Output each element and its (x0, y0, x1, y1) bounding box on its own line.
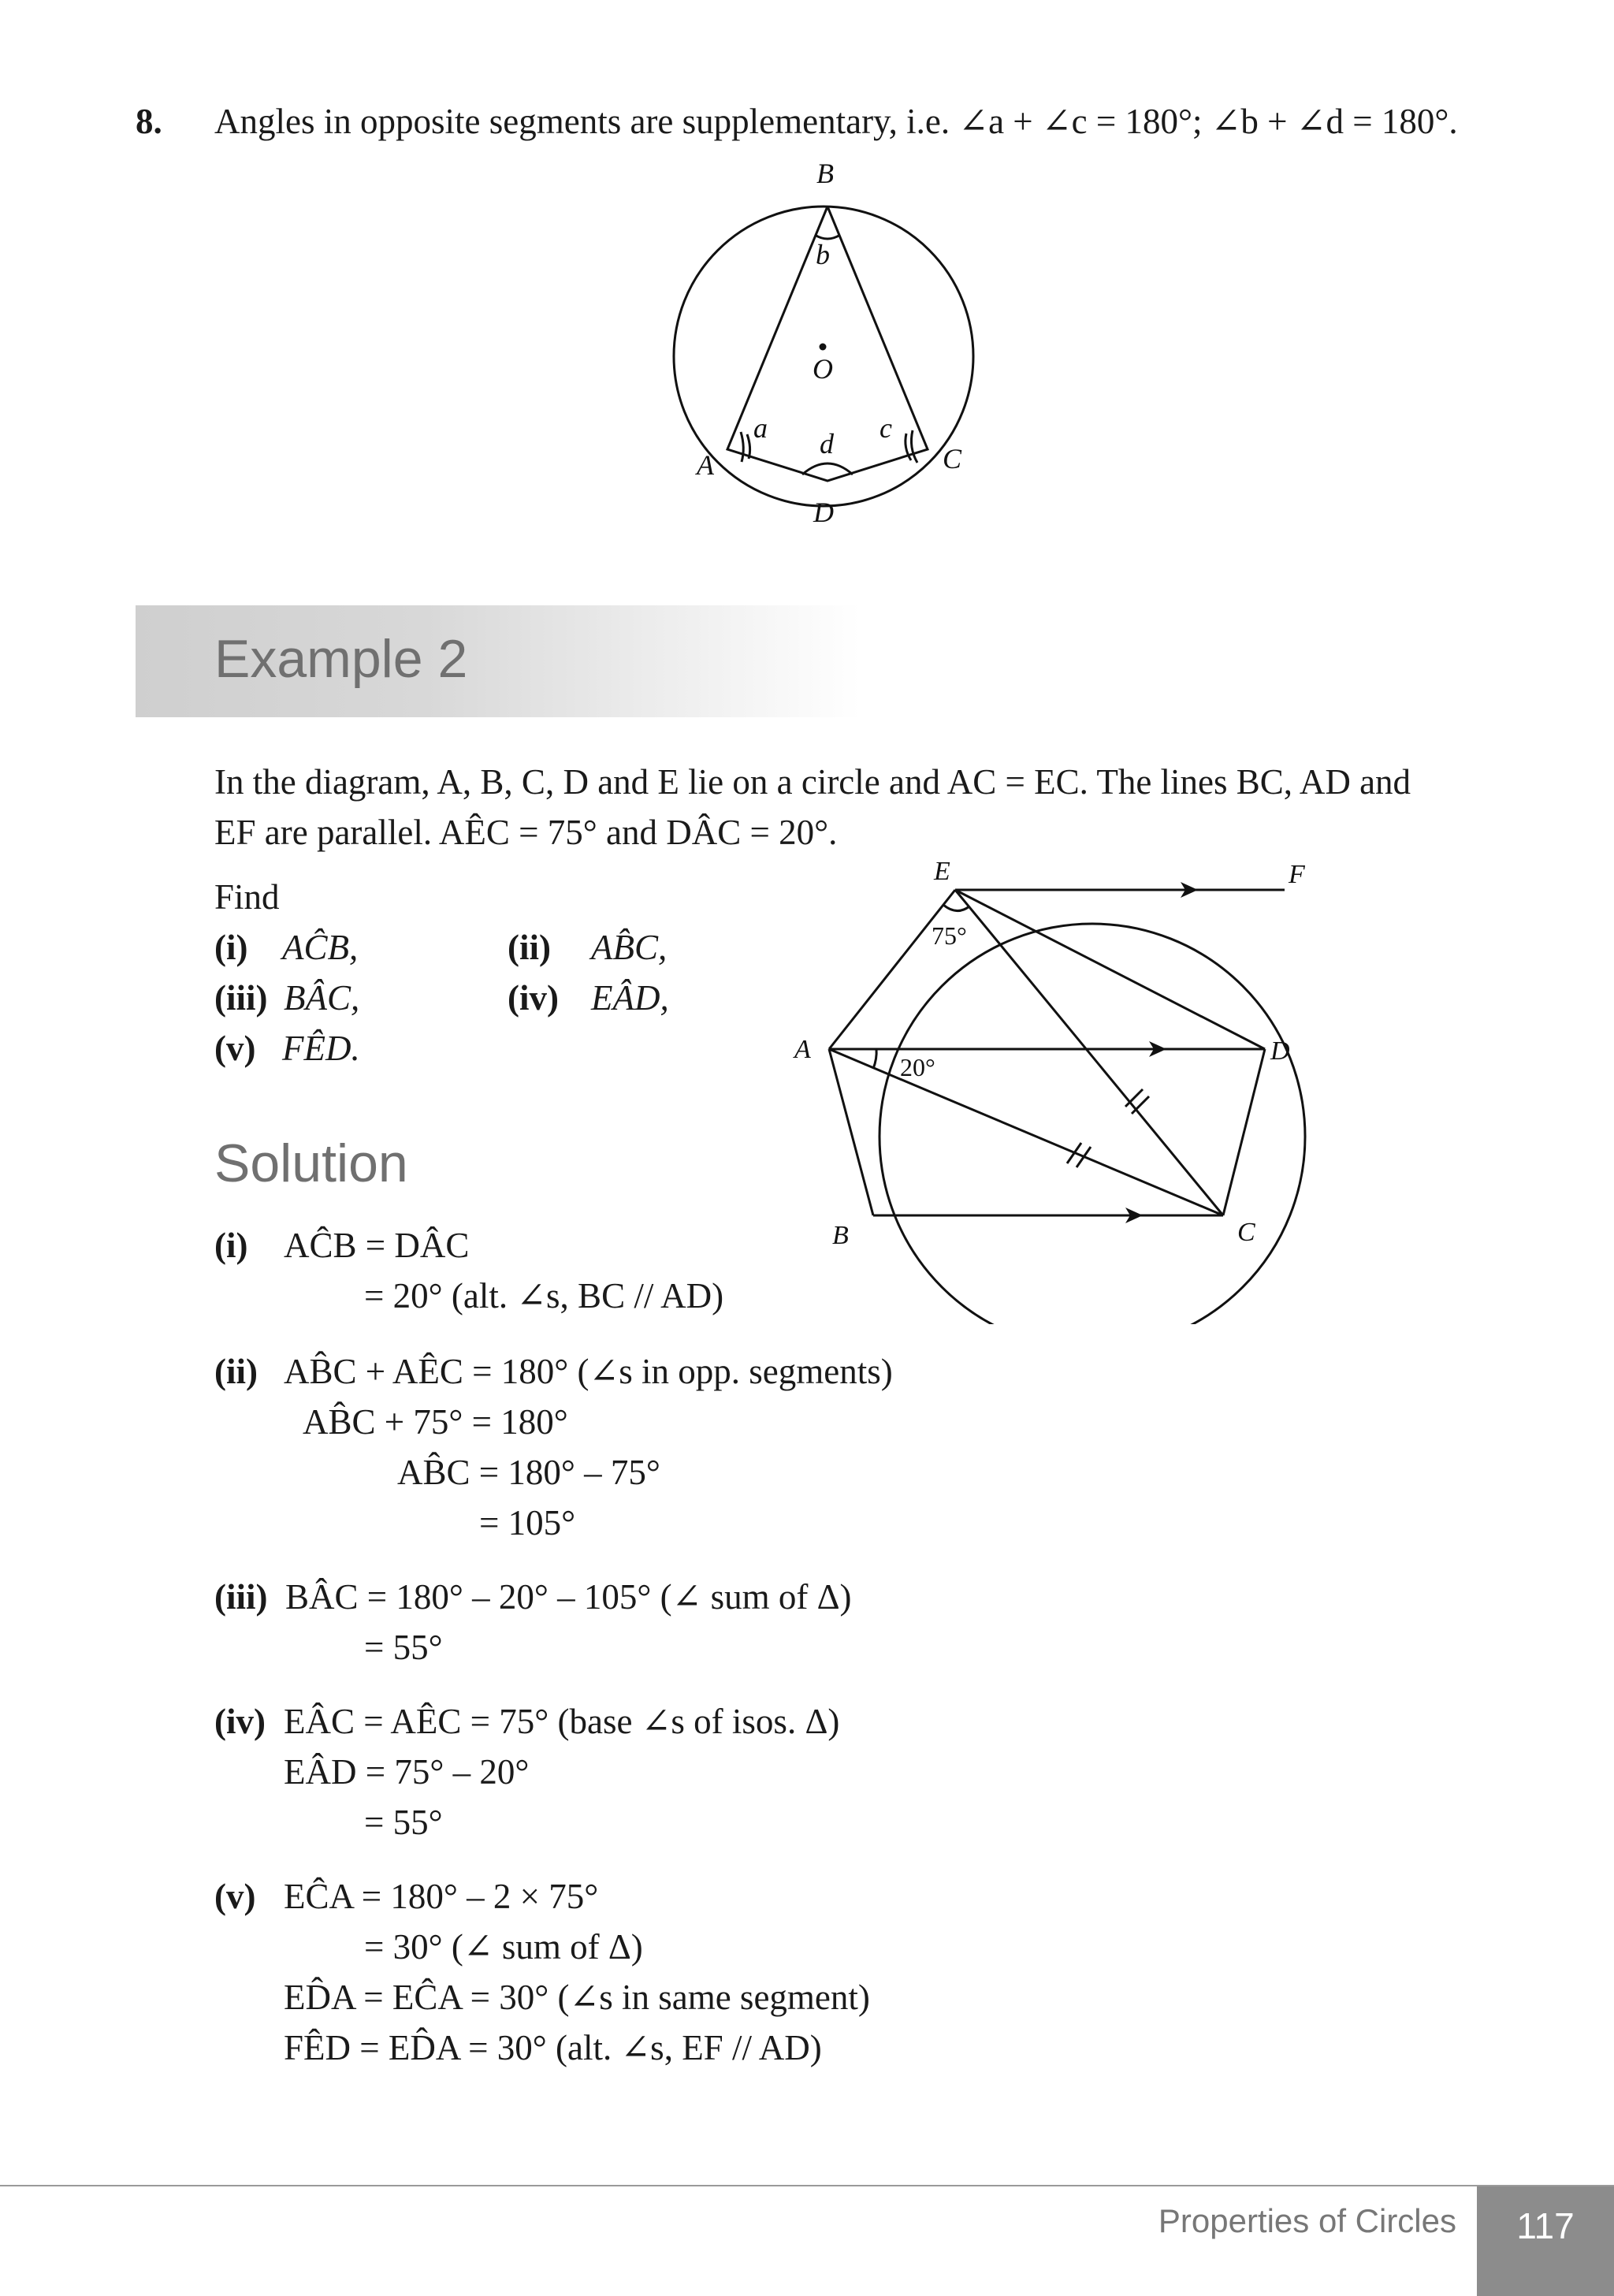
page-number: 117 (1477, 2186, 1614, 2296)
example-intro-line1: In the diagram, A, B, C, D and E lie on a circle and AC = EC. The lines BC, AD and (214, 762, 1411, 802)
angle-c-arc2 (911, 430, 917, 463)
label-C: C (1237, 1218, 1255, 1247)
solution-i-num: (i) (214, 1226, 248, 1265)
solution-ii-line4: = 105° (479, 1503, 576, 1542)
solution-iii-line1: BÂC = 180° – 20° – 105° (∠ sum of Δ) (285, 1577, 852, 1617)
example-title: Example 2 (214, 629, 468, 689)
solution-ii-line1: AB̂C + AÊC = 180° (∠s in opp. segments) (284, 1352, 893, 1391)
label-a: a (753, 412, 768, 444)
label-E: E (934, 857, 950, 886)
solution-iv-line1: EÂC = AÊC = 75° (base ∠s of isos. Δ) (284, 1702, 840, 1741)
cyclic-quadrilateral-diagram (646, 150, 977, 544)
label-D: D (813, 497, 834, 528)
label-c: c (880, 412, 892, 444)
label-D: D (1270, 1036, 1290, 1066)
solution-i-line1: AĈB = DÂC (284, 1226, 470, 1265)
find-label: Find (214, 877, 280, 917)
solution-v-line4: FÊD = ED̂A = 30° (alt. ∠s, EF // AD) (284, 2028, 822, 2067)
question-4-text: EÂD, (591, 978, 669, 1018)
solution-title: Solution (214, 1133, 408, 1193)
angle-20-label: 20° (900, 1053, 935, 1081)
solution-iii-num: (iii) (214, 1577, 268, 1617)
label-F: F (1289, 860, 1305, 889)
example-intro-line2: EF are parallel. AÊC = 75° and DÂC = 20°. (214, 813, 838, 852)
solution-v-line2: = 30° (∠ sum of Δ) (364, 1927, 643, 1967)
label-B: B (832, 1221, 849, 1250)
circle-parallel-lines-diagram (772, 851, 1324, 1324)
line-AC (829, 1049, 1223, 1215)
solution-i-line2: = 20° (alt. ∠s, BC // AD) (364, 1276, 724, 1315)
angle-d-arc (802, 463, 853, 474)
center-point (820, 344, 827, 351)
item-number: 8. (136, 102, 162, 141)
label-b: b (816, 239, 830, 270)
label-A: A (794, 1035, 811, 1064)
line-AB (829, 1049, 873, 1215)
angle-20-arc (873, 1049, 876, 1069)
question-5-text: FÊD. (282, 1029, 360, 1068)
question-1-num: (i) (214, 928, 248, 967)
solution-v-line3: ED̂A = EĈA = 30° (∠s in same segment) (284, 1978, 870, 2017)
question-1-text: AĈB, (282, 928, 359, 967)
footer-chapter: Properties of Circles (1158, 2202, 1456, 2239)
label-O: O (813, 353, 833, 385)
solution-iv-line2: EÂD = 75° – 20° (284, 1752, 530, 1792)
tick-AC-2 (1077, 1147, 1091, 1167)
solution-ii-line2: AB̂C + 75° = 180° (303, 1402, 568, 1442)
solution-iii-line2: = 55° (364, 1628, 443, 1667)
solution-ii-line3: AB̂C = 180° – 75° (397, 1453, 660, 1492)
question-3-text: BÂC, (284, 978, 360, 1018)
tick-AC-1 (1067, 1143, 1081, 1163)
solution-ii-num: (ii) (214, 1352, 258, 1391)
label-B: B (816, 158, 834, 189)
solution-v-line1: EĈA = 180° – 2 × 75° (284, 1877, 599, 1916)
label-d: d (820, 428, 834, 460)
line-EA (829, 890, 955, 1049)
question-5-num: (v) (214, 1029, 256, 1068)
question-4-num: (iv) (508, 978, 559, 1018)
label-C: C (943, 443, 962, 474)
question-2-num: (ii) (508, 928, 551, 967)
angle-a-arc2 (741, 432, 743, 462)
line-EC (955, 890, 1223, 1215)
angle-75-arc (943, 905, 969, 911)
line-DC (1223, 1049, 1265, 1215)
question-2-text: AB̂C, (591, 928, 668, 967)
solution-iv-num: (iv) (214, 1702, 266, 1741)
footer-divider (0, 2185, 1614, 2186)
circle-outline (880, 924, 1305, 1324)
solution-v-num: (v) (214, 1877, 256, 1916)
solution-iv-line3: = 55° (364, 1803, 443, 1842)
angle-75-label: 75° (932, 921, 967, 950)
label-A: A (697, 449, 714, 481)
question-3-num: (iii) (214, 978, 268, 1018)
line-ED (955, 890, 1265, 1049)
item-text: Angles in opposite segments are supplementary, i.e. ∠a + ∠c = 180°; ∠b + ∠d = 180°. (214, 102, 1458, 141)
